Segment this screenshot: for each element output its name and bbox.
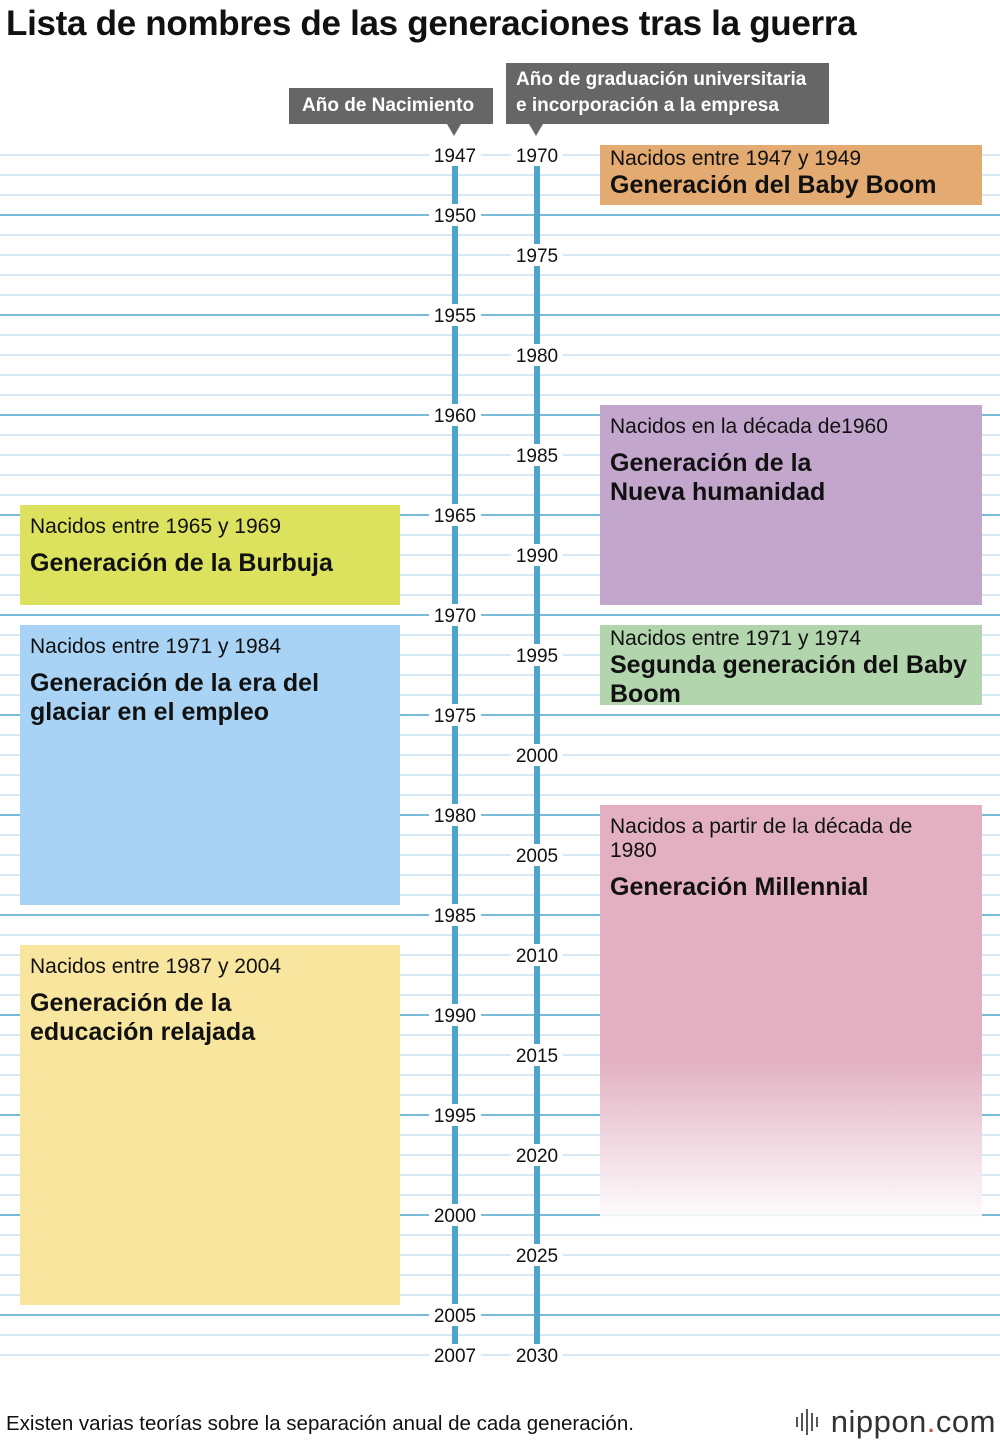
generation-name: Generación de la Nueva humanidad [610, 449, 826, 506]
graduation-year-tick-label: 2005 [515, 846, 559, 867]
graduation-header-pointer [529, 124, 543, 136]
birth-year-tick-label: 2000 [433, 1206, 477, 1227]
nippon-logo [796, 1404, 996, 1440]
generation-box-millennial [600, 805, 982, 1225]
birth-year-tick-label: 1960 [433, 406, 477, 427]
birth-year-tick-label: 2007 [433, 1346, 477, 1367]
graduation-year-tick-label: 2020 [515, 1146, 559, 1167]
graduation-axis-label-line-1: Año de graduación universitaria [516, 69, 807, 90]
birth-year-tick-label: 1950 [433, 206, 477, 227]
birth-year-tick-label: 1975 [433, 706, 477, 727]
generation-birth-range: Nacidos entre 1971 y 1974 [610, 627, 862, 650]
generation-box-baby-boom [600, 145, 982, 205]
birth-year-tick-label: 1985 [433, 906, 477, 927]
generation-name: Generación de la era del glaciar en el empleo [30, 669, 320, 726]
graduation-year-tick-label: 2025 [515, 1246, 559, 1267]
generation-birth-range: Nacidos entre 1971 y 1984 [30, 635, 282, 658]
graduation-year-axis-header [506, 63, 829, 124]
graduation-year-tick-label: 2000 [515, 746, 559, 767]
birth-year-tick-label: 1947 [433, 146, 477, 167]
generation-box-segunda-baby-boom [600, 625, 982, 708]
graduation-axis-label-line-2: e incorporación a la empresa [516, 95, 779, 116]
generation-box-burbuja [20, 505, 400, 605]
birth-year-tick-label: 1990 [433, 1006, 477, 1027]
graduation-year-tick-label: 2010 [515, 946, 559, 967]
graduation-year-tick-label: 1975 [515, 246, 559, 267]
generation-birth-range: Nacidos en la década de1960 [610, 415, 888, 438]
generation-box-relajada [20, 945, 400, 1305]
logo-wordmark: nippon.com [830, 1404, 996, 1439]
birth-year-axis-label: Año de Nacimiento [302, 95, 475, 116]
birth-year-tick-label: 1970 [433, 606, 477, 627]
graduation-year-tick-label: 1995 [515, 646, 559, 667]
page-title: Lista de nombres de las generaciones tras la guerra [6, 4, 857, 43]
graduation-year-tick-label: 1980 [515, 346, 559, 367]
birth-year-tick-label: 1995 [433, 1106, 477, 1127]
birth-year-tick-label: 2005 [433, 1306, 477, 1327]
generation-box-nueva-humanidad [600, 405, 982, 605]
generation-name: Segunda generación del Baby Boom [610, 651, 968, 708]
graduation-year-tick-label: 1985 [515, 446, 559, 467]
generation-birth-range: Nacidos entre 1947 y 1949 [610, 147, 862, 170]
graduation-year-tick-label: 1970 [515, 146, 559, 167]
footer-note: Existen varias teorías sobre la separación anual de cada generación. [6, 1412, 634, 1435]
birth-year-axis-header [289, 88, 493, 124]
generation-birth-range: Nacidos a partir de la década de 1980 [610, 815, 913, 862]
generation-name: Generación de la educación relajada [30, 989, 256, 1046]
birth-year-tick-label: 1980 [433, 806, 477, 827]
generation-name: Generación Millennial [610, 873, 869, 901]
generation-name: Generación de la Burbuja [30, 549, 333, 577]
logo-bars-icon [796, 1409, 821, 1435]
generation-name: Generación del Baby Boom [610, 171, 937, 199]
generation-birth-range: Nacidos entre 1987 y 2004 [30, 955, 282, 978]
graduation-year-tick-label: 1990 [515, 546, 559, 567]
generation-box-glaciar [20, 625, 400, 905]
birth-year-tick-label: 1955 [433, 306, 477, 327]
graduation-year-tick-label: 2015 [515, 1046, 559, 1067]
birth-year-tick-label: 1965 [433, 506, 477, 527]
graduation-year-tick-label: 2030 [515, 1346, 559, 1367]
birth-header-pointer [447, 124, 461, 136]
generation-birth-range: Nacidos entre 1965 y 1969 [30, 515, 282, 538]
